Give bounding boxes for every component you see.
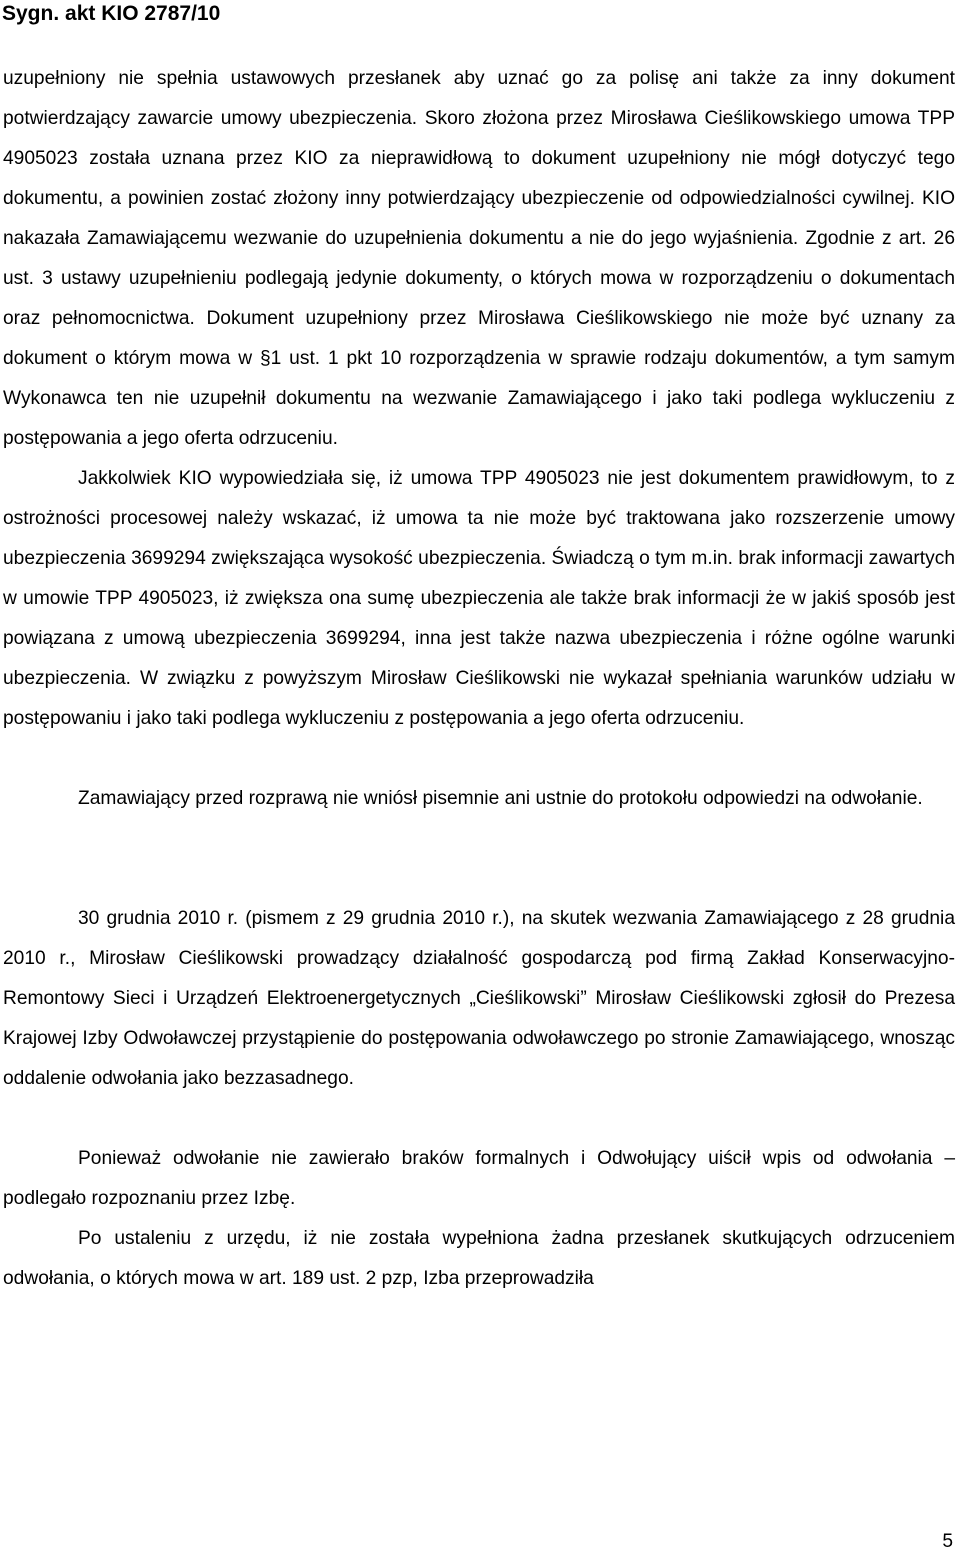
paragraph-no-response: Zamawiający przed rozprawą nie wniósł pisemnie ani ustnie do protokołu odpowiedzi na odwołanie. — [78, 788, 923, 809]
paragraph-jakkolwiek: Jakkolwiek KIO wypowiedziała się, iż umowa TPP 4905023 nie jest dokumentem prawidłowym, to z ostrożności procesowej należy wskazać, iż umowa ta nie może być traktowana jako rozszerzenie umowy ubezpieczenia 3699294 zwiększająca wysokość ubezpieczenia. Świadczą o tym m.in. brak informacji zawartych w umowie TPP 4905023, iż zwiększa ona sumę ubezpieczenia ale także brak informacji że w jakiś sposób jest powiązana z umową ubezpieczenia 3699294, inna jest także nazwa ubezpieczenia i różne ogólne warunki ubezpieczenia. W związku z powyższym Mirosław Cieślikowski nie wykazał spełniania warunków udziału w postępowaniu i jako taki podlega wykluczeniu z postępowania a jego oferta odrzuceniu. — [3, 468, 955, 729]
page-number: 5 — [942, 1531, 953, 1552]
paragraph-formal-review: Ponieważ odwołanie nie zawierało braków formalnych i Odwołujący uiścił wpis od odwołania – podlegało rozpoznaniu przez Izbę. — [3, 1148, 955, 1209]
paragraph-continuation: uzupełniony nie spełnia ustawowych przesłanek aby uznać go za polisę ani także za inny dokument potwierdzający zawarcie umowy ubezpieczenia. Skoro złożona przez Mirosława Cieślikowskiego umowa TPP 4905023 została uznana przez KIO za nieprawidłową to dokument uzupełniony nie mógł dotyczyć tego dokumentu, a powinien zostać złożony inny potwierdzający ubezpieczenie od odpowiedzialności cywilnej. KIO nakazała Zamawiającemu wezwanie do uzupełnienia dokumentu a nie do jego wyjaśnienia. Zgodnie z art. 26 ust. 3 ustawy uzupełnieniu podlegają jedynie dokumenty, o których mowa w rozporządzeniu o dokumentach oraz pełnomocnictwa. Dokument uzupełniony przez Mirosława Cieślikowskiego nie może być uznany za dokument o którym mowa w §1 ust. 1 pkt 10 rozporządzenia w sprawie rodzaju dokumentów, a tym samym Wykonawca ten nie uzupełnił dokumentu na wezwanie Zamawiającego i jako taki podlega wykluczeniu z postępowania a jego oferta odrzuceniu. — [3, 68, 955, 449]
paragraph-accession: 30 grudnia 2010 r. (pismem z 29 grudnia 2010 r.), na skutek wezwania Zamawiającego z 28 grudnia 2010 r., Mirosław Cieślikowski prowadzący działalność gospodarczą pod firmą Zakład Konserwacyjno-Remontowy Sieci i Urządzeń Elektroenergetycznych „Cieślikowski” Mirosław Cieślikowski zgłosił do Prezesa Krajowej Izby Odwoławczej przystąpienie do postępowania odwoławczego po stronie Zamawiającego, wnosząc oddalenie odwołania jako bezzasadnego. — [3, 908, 955, 1089]
case-signature-header: Sygn. akt KIO 2787/10 — [2, 2, 221, 25]
document-body — [3, 59, 955, 1299]
paragraph-ex-officio: Po ustaleniu z urzędu, iż nie została wypełniona żadna przesłanek skutkujących odrzuceniem odwołania, o których mowa w art. 189 ust. 2 pzp, Izba przeprowadziła — [3, 1228, 955, 1289]
